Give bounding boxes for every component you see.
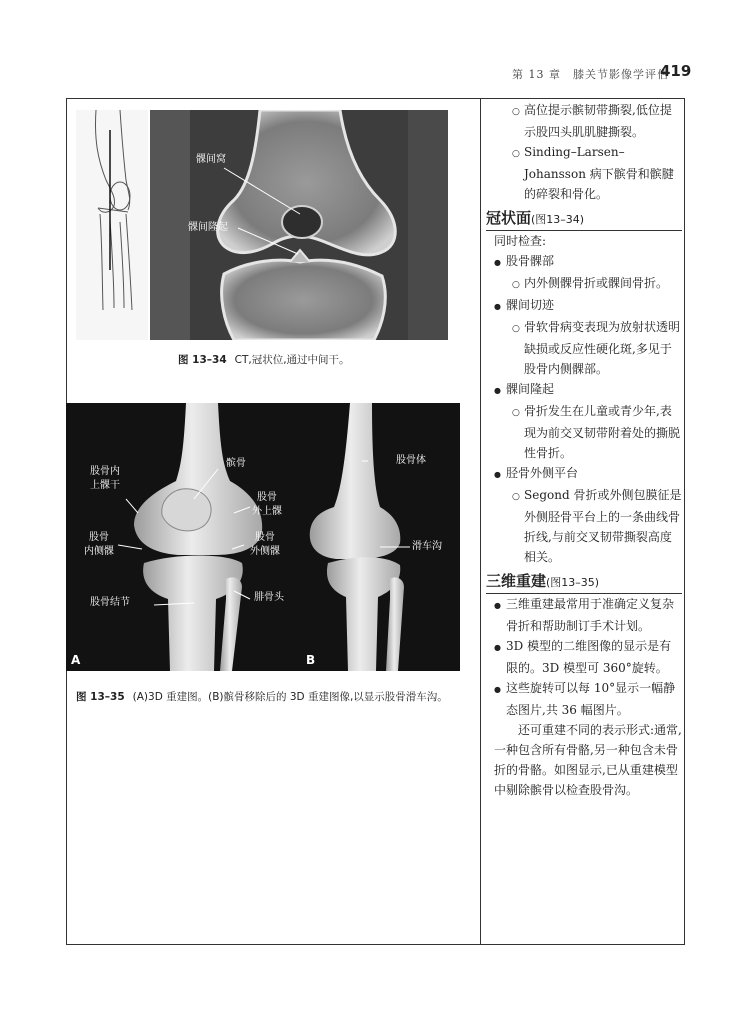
chapter-title: 第 13 章 膝关节影像学评估: [512, 68, 669, 81]
label-medial-epicondyle: 股骨内 上髁干: [90, 466, 120, 491]
knee-orientation-sketch: [76, 110, 148, 340]
label-lateral-condyle: 股骨 外侧髁: [250, 532, 280, 557]
3d-reconstruction-figure: [66, 403, 460, 671]
section-title: 三维重建: [486, 572, 547, 590]
figure-reference: (图13–35): [546, 576, 600, 589]
column-divider: [480, 98, 481, 945]
section-heading-coronal: [486, 208, 682, 231]
label-fibular-head: 腓骨头: [254, 592, 284, 603]
list-item: ○ 骨软骨病变表现为放射状透明缺损或反应性硬化斑,多见于股骨内侧髁部。: [486, 317, 682, 379]
list-item: ● 股骨髁部: [486, 251, 682, 273]
right-text-column: [486, 100, 682, 800]
label-femoral-shaft: 股骨体: [396, 455, 426, 466]
list-item: ○ 内外侧髁骨折或髁间骨折。: [486, 273, 682, 295]
panel-label-a: A: [71, 653, 81, 667]
list-item: ○ 高位提示髌韧带撕裂,低位提示股四头肌肌腱撕裂。: [486, 100, 682, 142]
caption-text: CT,冠状位,通过中间干。: [234, 354, 350, 366]
caption-text: (A)3D 重建图。(B)髌骨移除后的 3D 重建图像,以显示股骨滑车沟。: [132, 691, 448, 703]
running-header: [0, 62, 749, 82]
label-medial-condyle: 股骨 内侧髁: [84, 532, 114, 557]
list-item: ● 3D 模型的二维图像的显示是有限的。3D 模型可 360°旋转。: [486, 636, 682, 678]
label-intercondylar-fossa: 髁间窝: [196, 154, 226, 165]
ct-coronal-image: [150, 110, 448, 340]
caption-number: 图 13–35: [76, 691, 125, 703]
list-item: ○ 骨折发生在儿童或青少年,表现为前交叉韧带附着处的撕脱性骨折。: [486, 401, 682, 463]
caption-number: 图 13–34: [178, 354, 227, 366]
list-item: ● 髁间隆起: [486, 379, 682, 401]
label-patella: 髌骨: [226, 458, 246, 469]
figure-13-35-caption: [76, 689, 448, 704]
list-item: ● 这些旋转可以每 10°显示一幅静态图片,共 36 幅图片。: [486, 678, 682, 720]
label-tibial-tuberosity: 股骨结节: [90, 597, 130, 608]
figure-reference: (图13–34): [531, 213, 585, 226]
section-title: 冠状面: [486, 209, 532, 227]
label-intercondylar-eminence: 髁间隆起: [188, 222, 228, 233]
list-item: ● 胫骨外侧平台: [486, 463, 682, 485]
label-trochlear-groove: 滑车沟: [412, 541, 442, 552]
panel-label-b: B: [306, 653, 316, 667]
list-item: ● 三维重建最常用于准确定义复杂骨折和帮助制订手术计划。: [486, 594, 682, 636]
figure-13-34-caption: [178, 352, 350, 367]
page-number: 419: [660, 62, 692, 80]
paragraph: 还可重建不同的表示形式:通常,一种包含所有骨骼,另一种包含未骨折的骨骼。如图显示,已从重建模型中剔除髌骨以检查股骨沟。: [494, 723, 682, 797]
label-lateral-epicondyle: 股骨 外上髁: [252, 492, 282, 517]
list-item: ○ Segond 骨折或外侧包膜征是外侧胫骨平台上的一条曲线骨折线,与前交叉韧带撕裂高度相关。: [486, 485, 682, 567]
list-item: ○ Sinding–Larsen–Johansson 病下髌骨和髌腱的碎裂和骨化。: [486, 142, 682, 204]
list-item: ● 髁间切迹: [486, 295, 682, 317]
section-heading-3d: [486, 571, 682, 594]
intro-text: 同时检查:: [494, 234, 547, 248]
